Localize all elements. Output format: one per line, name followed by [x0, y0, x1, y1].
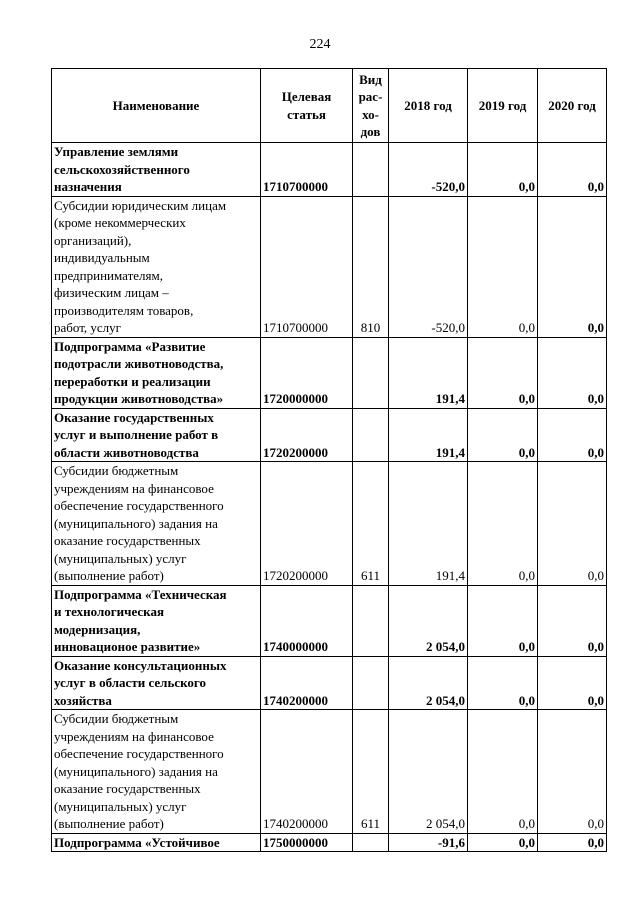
row-2018: 2 054,0 — [389, 585, 468, 656]
row-name-line: Управление землями — [54, 144, 179, 159]
row-name-line: Субсидии бюджетным — [54, 711, 179, 726]
row-2019: 0,0 — [468, 196, 538, 337]
row-kind — [353, 408, 389, 462]
row-code: 1710700000 — [261, 196, 353, 337]
row-name-line: продукции животноводства» — [54, 391, 224, 406]
row-name-line: модернизация, — [54, 621, 141, 637]
row-name-line: оказание государственных — [54, 781, 201, 796]
table-row — [52, 585, 607, 656]
row-name-line: (муниципального) задания на — [54, 763, 218, 779]
row-2020: 0,0 — [538, 710, 607, 834]
row-name-line: услуг и выполнение работ в — [54, 427, 219, 442]
row-name — [52, 337, 261, 408]
row-2020: 0,0 — [538, 656, 607, 710]
row-name-line: учреждениям на финансовое — [54, 480, 214, 496]
row-2020: 0,0 — [538, 833, 607, 852]
row-name-line: сельскохозяйственного — [54, 161, 190, 177]
table-row — [52, 656, 607, 710]
row-name-line: оказание государственных — [54, 533, 201, 548]
row-2018: 191,4 — [389, 337, 468, 408]
row-name-line: (муниципальных) услуг — [54, 550, 187, 566]
row-name-line: переработки и реализации — [54, 373, 211, 389]
row-2019: 0,0 — [468, 462, 538, 586]
row-name-line: учреждениям на финансовое — [54, 728, 214, 744]
row-2019: 0,0 — [468, 656, 538, 710]
row-kind — [353, 143, 389, 197]
row-2018: 2 054,0 — [389, 656, 468, 710]
table-row — [52, 462, 607, 586]
row-2019: 0,0 — [468, 585, 538, 656]
row-name — [52, 710, 261, 834]
row-name — [52, 462, 261, 586]
row-code: 1750000000 — [261, 833, 353, 852]
row-2018: 191,4 — [389, 462, 468, 586]
header-name: Наименование — [52, 69, 261, 143]
row-name — [52, 585, 261, 656]
table-row — [52, 408, 607, 462]
row-name-line: Субсидии юридическим лицам — [54, 197, 227, 213]
row-name-line: услуг в области сельского — [54, 675, 206, 690]
row-code: 1710700000 — [261, 143, 353, 197]
row-2020: 0,0 — [538, 337, 607, 408]
row-name-line: обеспечение государственного — [54, 498, 224, 513]
row-name-line: области животноводства — [54, 444, 199, 460]
header-2018: 2018 год — [389, 69, 468, 143]
header-2019: 2019 год — [468, 69, 538, 143]
header-kind-line4: дов — [360, 124, 381, 139]
budget-table — [51, 68, 607, 852]
header-code-line1: Целевая — [281, 89, 332, 104]
table-row — [52, 337, 607, 408]
row-name-line: (муниципального) задания на — [54, 515, 218, 531]
row-name-line: Субсидии бюджетным — [54, 463, 179, 478]
row-name — [52, 656, 261, 710]
row-name-line: работ, услуг — [54, 320, 122, 335]
row-name-line: (выполнение работ) — [54, 568, 164, 583]
row-code: 1740200000 — [261, 710, 353, 834]
header-code-line2: статья — [287, 106, 326, 122]
row-kind — [353, 585, 389, 656]
row-2019: 0,0 — [468, 408, 538, 462]
header-2020: 2020 год — [538, 69, 607, 143]
row-2020: 0,0 — [538, 196, 607, 337]
row-2018: -520,0 — [389, 143, 468, 197]
table-row — [52, 143, 607, 197]
row-name — [52, 408, 261, 462]
row-name-line: и технологическая — [54, 604, 164, 619]
row-2018: -520,0 — [389, 196, 468, 337]
row-name-line: организаций), — [54, 232, 132, 248]
row-2018: 191,4 — [389, 408, 468, 462]
row-name-line: Оказание консультационных — [54, 657, 227, 673]
row-name — [52, 196, 261, 337]
row-name — [52, 143, 261, 197]
header-kind — [353, 69, 389, 143]
row-name-line: назначения — [54, 179, 122, 194]
row-name-line: Подпрограмма «Устойчивое — [54, 834, 220, 850]
row-name-line: Оказание государственных — [54, 409, 214, 425]
row-code: 1720000000 — [261, 337, 353, 408]
row-kind — [353, 656, 389, 710]
table-header-row — [52, 69, 607, 143]
row-name-line: инновационое развитие» — [54, 639, 201, 654]
row-code: 1740000000 — [261, 585, 353, 656]
row-kind: 611 — [353, 710, 389, 834]
row-kind: 611 — [353, 462, 389, 586]
table-row — [52, 833, 607, 852]
row-name-line: физическим лицам – — [54, 285, 169, 300]
row-name-line: Подпрограмма «Развитие — [54, 338, 206, 354]
row-2019: 0,0 — [468, 337, 538, 408]
row-code: 1720200000 — [261, 462, 353, 586]
row-kind — [353, 833, 389, 852]
row-2019: 0,0 — [468, 143, 538, 197]
header-code — [261, 69, 353, 143]
row-name-line: подотрасли животноводства, — [54, 356, 224, 371]
header-kind-line3: хо- — [362, 106, 379, 122]
row-name-line: хозяйства — [54, 692, 112, 708]
table-row — [52, 196, 607, 337]
row-2018: 2 054,0 — [389, 710, 468, 834]
row-kind: 810 — [353, 196, 389, 337]
row-name-line: (кроме некоммерческих — [54, 215, 186, 230]
row-name-line: индивидуальным — [54, 250, 150, 265]
row-name-line: (муниципальных) услуг — [54, 798, 187, 814]
row-code: 1740200000 — [261, 656, 353, 710]
row-name-line: Подпрограмма «Техническая — [54, 586, 227, 602]
table-row — [52, 710, 607, 834]
row-name-line: (выполнение работ) — [54, 816, 164, 831]
row-kind — [353, 337, 389, 408]
row-2019: 0,0 — [468, 710, 538, 834]
row-2020: 0,0 — [538, 143, 607, 197]
row-name-line: предпринимателям, — [54, 267, 163, 283]
header-kind-line1: Вид — [359, 71, 382, 87]
row-2020: 0,0 — [538, 585, 607, 656]
page-number: 224 — [309, 37, 331, 52]
header-kind-line2: рас- — [358, 89, 383, 104]
row-name-line: производителям товаров, — [54, 302, 194, 318]
row-name-line: обеспечение государственного — [54, 746, 224, 761]
row-name — [52, 833, 261, 852]
row-2018: -91,6 — [389, 833, 468, 852]
row-2019: 0,0 — [468, 833, 538, 852]
row-code: 1720200000 — [261, 408, 353, 462]
row-2020: 0,0 — [538, 462, 607, 586]
row-2020: 0,0 — [538, 408, 607, 462]
